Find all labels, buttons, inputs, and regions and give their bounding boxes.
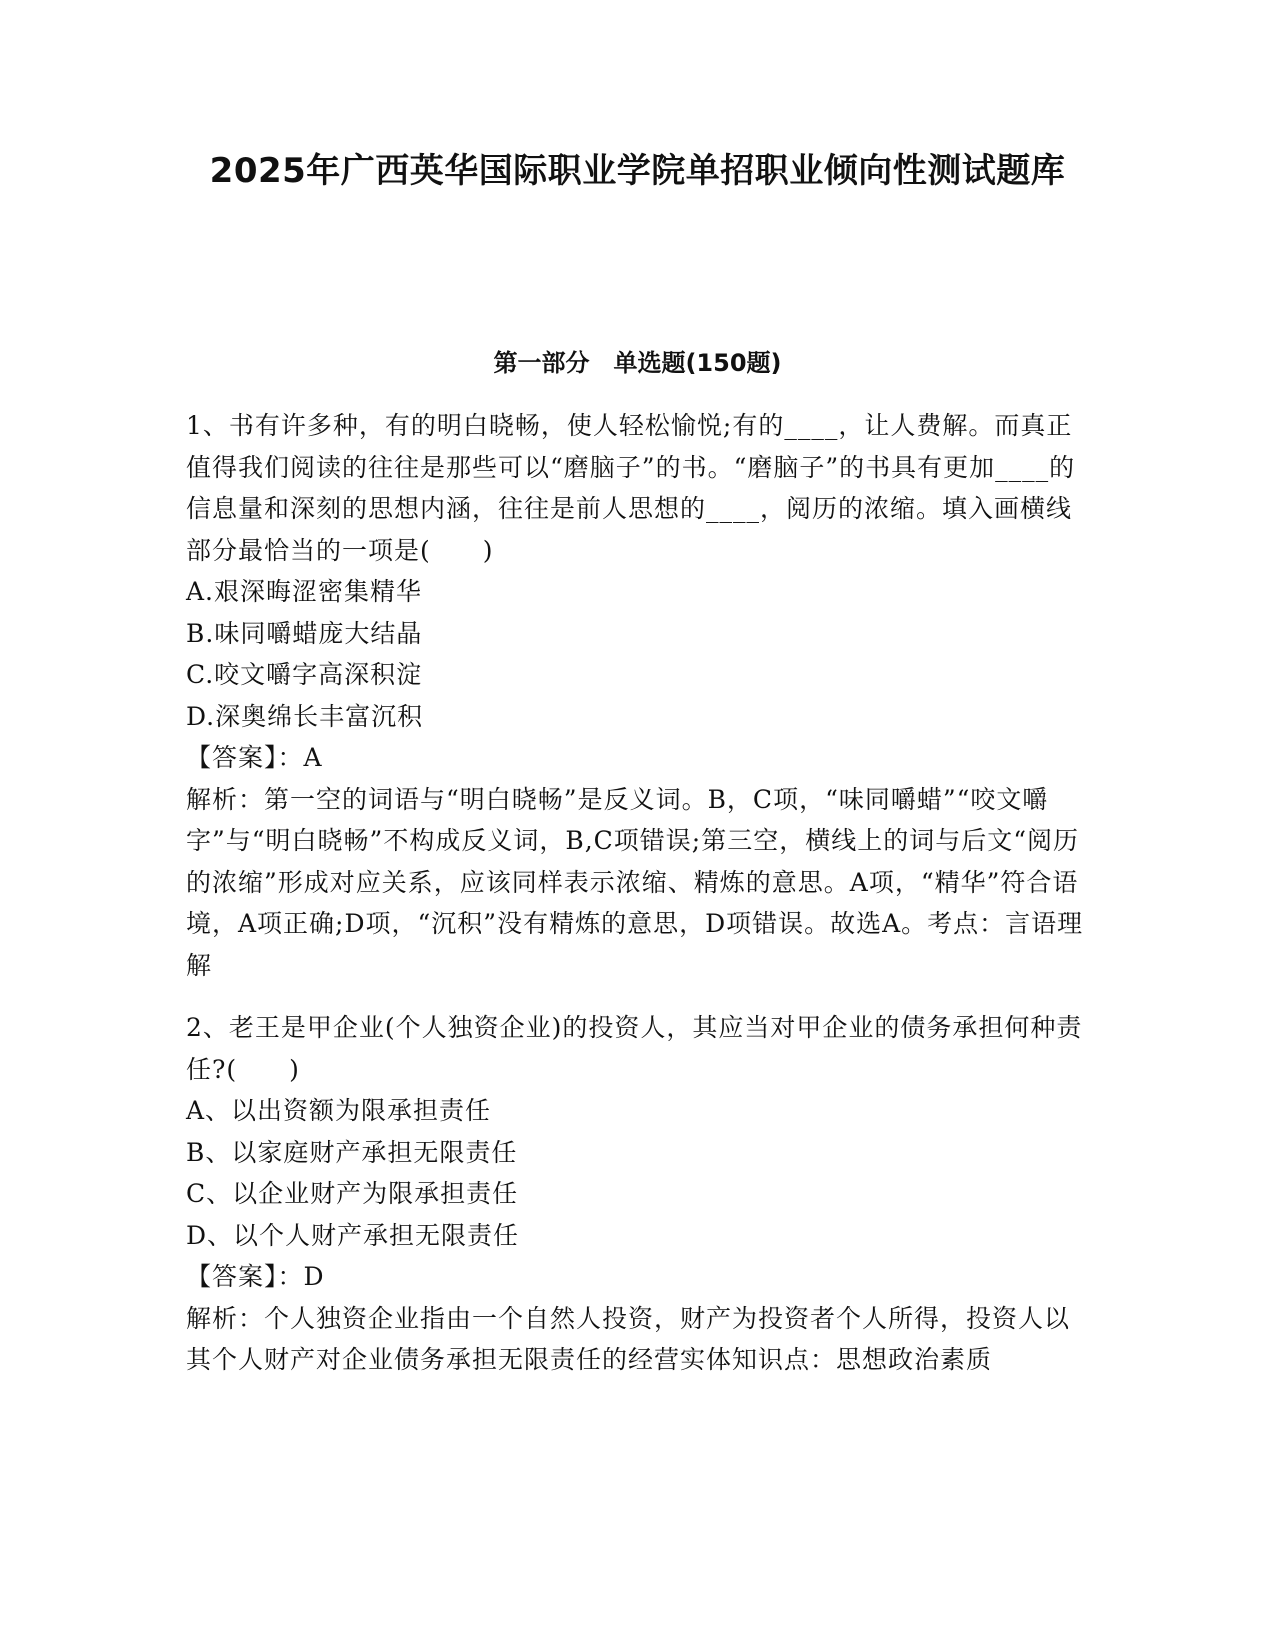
analysis-text: 解析：第一空的词语与“明白晓畅”是反义词。B，C项，“味同嚼蜡”“咬文嚼字”与“明白晓畅”不构成反义词，B,C项错误;第三空，横线上的词与后文“阅历的浓缩”形成对应关系，应该同样表示浓缩、精炼的意思。A项，“精华”符合语境，A项正确;D项，“沉积”没有精炼的意思，D项错误。故选A。考点：言语理解 — [186, 784, 1084, 980]
question-1 — [186, 405, 1086, 986]
answer-line: 【答案】：A — [186, 743, 323, 772]
question-stem: 2、老王是甲企业(个人独资企业)的投资人，其应当对甲企业的债务承担何种责任?( ) — [186, 1013, 1083, 1084]
question-2 — [186, 1007, 1086, 1381]
question-list — [186, 405, 1086, 1381]
option-c: C、以企业财产为限承担责任 — [186, 1179, 519, 1208]
section-title: 第一部分 单选题(150题) — [493, 349, 782, 377]
option-d: D.深奥绵长丰富沉积 — [186, 701, 424, 731]
answer-line: 【答案】：D — [186, 1262, 325, 1291]
option-c: C.咬文嚼字高深积淀 — [186, 660, 423, 689]
option-d: D、以个人财产承担无限责任 — [186, 1220, 520, 1250]
option-a: A、以出资额为限承担责任 — [186, 1096, 492, 1125]
option-a: A.艰深晦涩密集精华 — [186, 577, 423, 606]
document-title: 2025年广西英华国际职业学院单招职业倾向性测试题库 — [209, 151, 1066, 191]
option-b: B、以家庭财产承担无限责任 — [186, 1137, 518, 1167]
analysis-text: 解析：个人独资企业指由一个自然人投资，财产为投资者个人所得，投资人以其个人财产对企业债务承担无限责任的经营实体知识点：思想政治素质 — [186, 1303, 1071, 1374]
option-b: B.味同嚼蜡庞大结晶 — [186, 618, 423, 648]
question-stem: 1、书有许多种，有的明白晓畅，使人轻松愉悦;有的____，让人费解。而真正值得我们阅读的往往是那些可以“磨脑子”的书。“磨脑子”的书具有更加____的信息量和深刻的思想内涵，往往是前人思想的____，阅历的浓缩。填入画横线部分最恰当的一项是( ) — [186, 411, 1076, 565]
